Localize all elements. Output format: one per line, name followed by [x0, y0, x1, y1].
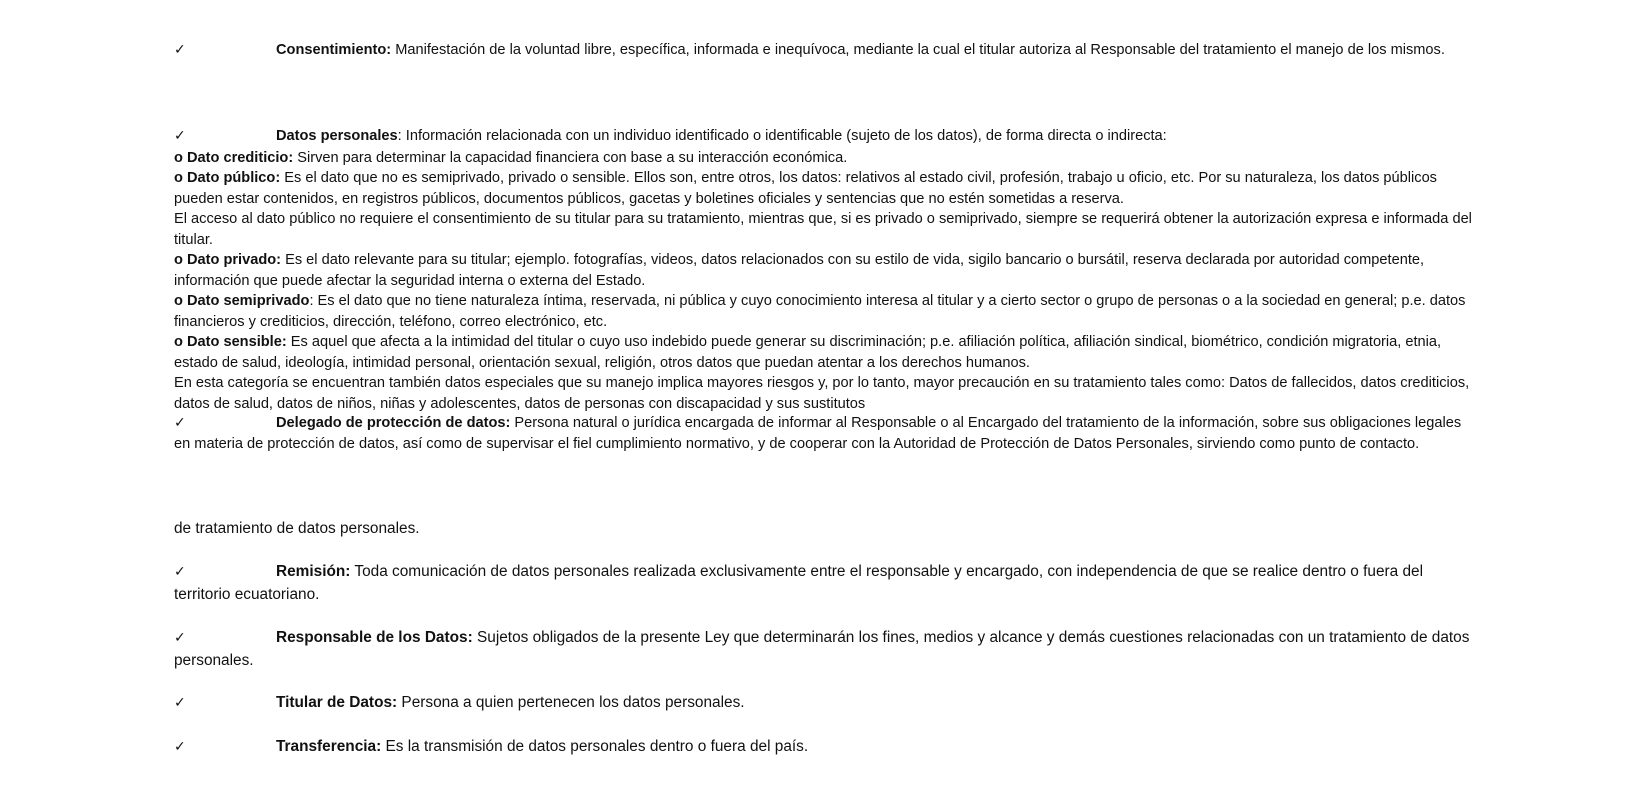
checkmark-icon: ✓ — [174, 415, 186, 431]
checkmark-icon: ✓ — [174, 695, 186, 711]
term-label: Transferencia: — [276, 738, 382, 755]
checkmark-icon: ✓ — [174, 630, 186, 646]
term-label: o Dato público: — [174, 170, 281, 186]
definition-text: Persona natural o jurídica encargada de informar al Responsable o al Encargado del tratamiento de la información, sobre sus obligaciones legales en materia de protección de datos, así como de supervisar el fiel cumplimiento normativo, y de cooperar con la Autoridad de Protección de Datos Personales, sirviendo como punto de contacto. — [174, 415, 1462, 452]
checkmark-icon: ✓ — [174, 128, 186, 144]
definition-responsable — [174, 627, 1474, 672]
term-label: o Dato sensible: — [174, 334, 287, 350]
term-label: Responsable de los Datos: — [276, 629, 473, 646]
paragraph-fragment: de tratamiento de datos personales. — [174, 520, 420, 537]
term-label: o Dato privado: — [174, 252, 282, 268]
term-label: o Dato crediticio: — [174, 150, 294, 166]
subitem-dato-privado — [174, 250, 1474, 292]
term-label: Remisión: — [276, 563, 351, 580]
definition-remision — [174, 561, 1474, 606]
checkmark-icon: ✓ — [174, 739, 186, 755]
definition-text: Persona a quien pertenecen los datos personales. — [397, 694, 745, 711]
term-label: Consentimiento: — [276, 42, 392, 58]
definition-text: Toda comunicación de datos personales realizada exclusivamente entre el responsable y encargado, con independencia de que se realice dentro o fuera del territorio ecuatoriano. — [174, 563, 1424, 603]
checkmark-icon: ✓ — [174, 564, 186, 580]
term-label: o Dato semiprivado — [174, 293, 310, 309]
definition-text: Manifestación de la voluntad libre, específica, informada e inequívoca, mediante la cual el titular autoriza al Responsable del tratamiento el manejo de los mismos. — [391, 42, 1445, 58]
subitem-dato-crediticio — [174, 148, 1474, 169]
definition-transferencia — [174, 736, 1474, 759]
paragraph-categoria-especial: En esta categoría se encuentran también datos especiales que su manejo implica mayores riesgos y, por lo tanto, mayor precaución en su tratamiento tales como: Datos de fallecidos, datos crediticios, datos de salud, datos de niños, niñas y adolescentes, datos de personas con discapacidad y sus sustitutos — [174, 375, 1470, 412]
term-label: Delegado de protección de datos: — [276, 415, 511, 431]
definition-text: Es aquel que afecta a la intimidad del titular o cuyo uso indebido puede generar su discriminación; p.e. afiliación política, afiliación sindical, biométrico, condición migratoria, etnia, estado de salud, ideología, intimidad personal, orientación sexual, religión, otros datos que puedan atentar a los derechos humanos. — [174, 334, 1442, 371]
definition-text: Sujetos obligados de la presente Ley que determinarán los fines, medios y alcance y demás cuestiones relacionadas con un tratamiento de datos personales. — [174, 629, 1470, 669]
definition-text: Sirven para determinar la capacidad financiera con base a su interacción económica. — [293, 150, 848, 166]
definition-delegado — [174, 413, 1474, 455]
term-label: Datos personales — [276, 128, 398, 144]
definition-text: : Es el dato que no tiene naturaleza íntima, reservada, ni pública y cuyo conocimiento interesa al titular y a cierto sector o grupo de personas o a la sociedad en general; p.e. datos financieros y crediticios, dirección, teléfono, correo electrónico, etc. — [174, 293, 1466, 330]
paragraph-acceso-dato-publico: El acceso al dato público no requiere el consentimiento de su titular para su tratamiento, mientras que, si es privado o semiprivado, siempre se requerirá obtener la autorización expresa e informada del titular. — [174, 211, 1472, 248]
definition-text: Es el dato que no es semiprivado, privado o sensible. Ellos son, entre otros, los datos: relativos al estado civil, profesión, trabajo u oficio, etc. Por su naturaleza, los datos públicos pueden estar contenidos, en registros públicos, documentos públicos, gacetas y boletines oficiales y sentencias que no estén sometidas a reserva. — [174, 170, 1437, 207]
subitem-dato-semiprivado — [174, 291, 1474, 333]
definition-datos-personales — [174, 126, 1474, 147]
definition-consentimiento — [174, 40, 1474, 61]
definition-text: : Información relacionada con un individuo identificado o identificable (sujeto de los datos), de forma directa o indirecta: — [397, 128, 1167, 144]
subitem-dato-sensible — [174, 332, 1474, 374]
subitem-dato-publico — [174, 168, 1474, 210]
definition-text: Es la transmisión de datos personales dentro o fuera del país. — [381, 738, 809, 755]
definition-text: Es el dato relevante para su titular; ejemplo. fotografías, videos, datos relacionados con su estilo de vida, sigilo bancario o bursátil, reserva declarada por autoridad competente, información que puede afectar la seguridad interna o externa del Estado. — [174, 252, 1425, 289]
checkmark-icon: ✓ — [174, 42, 186, 58]
definition-titular — [174, 692, 1474, 715]
term-label: Titular de Datos: — [276, 694, 398, 711]
